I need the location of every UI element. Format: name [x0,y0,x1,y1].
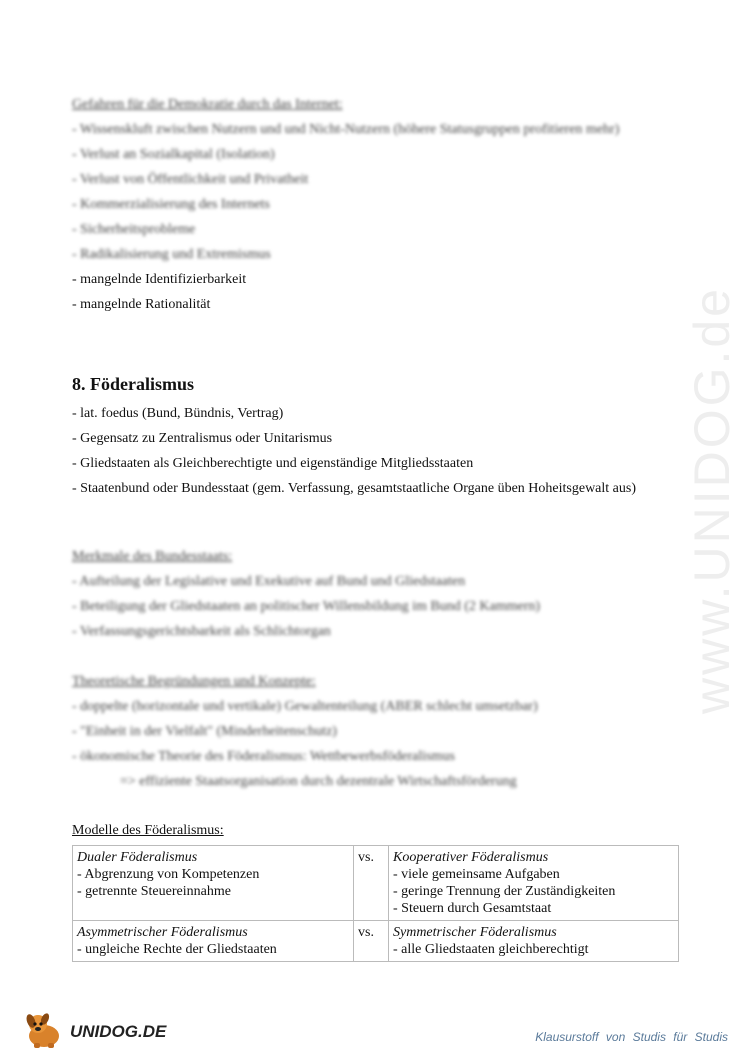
table-row [73,921,679,962]
vs-label: vs. [358,925,374,940]
list-item: - ökonomische Theorie des Föderalismus: Wettbewerbsföderalismus [72,749,455,764]
footer-text: Klausurstoff von Studis für Studis [535,1030,728,1044]
list-item: - Kommerzialisierung des Internets [72,197,270,212]
list-item: - Sicherheitsprobleme [72,222,196,237]
dangers-title: Gefahren für die Demokratie durch das Internet: [72,97,343,112]
model-title: Kooperativer Föderalismus [393,850,549,865]
model-item: - geringe Trennung der Zuständigkeiten [393,884,616,899]
list-item: - Verfassungsgerichtsbarkeit als Schlichtorgan [72,624,331,639]
list-item: - doppelte (horizontale und vertikale) Gewaltenteilung (ABER schlecht umsetzbar) [72,699,538,714]
model-item: - getrennte Steuereinnahme [77,884,231,899]
table-cell [354,921,389,962]
list-item: - Aufteilung der Legislative und Exekutive auf Bund und Gliedstaaten [72,574,466,589]
list-item: - mangelnde Rationalität [72,297,211,312]
logo-text: UNIDOG.DE [70,1022,167,1041]
list-item: => effiziente Staatsorganisation durch dezentrale Wirtschaftsförderung [120,774,517,789]
federalism-section [72,374,682,498]
features-title: Merkmale des Bundesstaats: [72,549,233,564]
features-section [72,544,682,644]
list-item: - Gegensatz zu Zentralismus oder Unitarismus [72,431,333,446]
models-title: Modelle des Föderalismus: [72,823,224,838]
list-item: - lat. foedus (Bund, Bündnis, Vertrag) [72,406,284,421]
watermark: www.UNIDOG.de [684,286,740,714]
table-cell [73,921,354,962]
list-item: - Staatenbund oder Bundesstaat (gem. Verfassung, gesamtstaatliche Organe üben Hoheitsgewalt aus) [72,481,636,496]
model-title: Asymmetrischer Föderalismus [77,925,248,940]
list-item: - mangelnde Identifizierbarkeit [72,272,247,287]
models-table [72,845,679,962]
model-title: Symmetrischer Föderalismus [393,925,557,940]
vs-label: vs. [358,850,374,865]
model-title: Dualer Föderalismus [77,850,198,865]
unidog-logo [22,1010,167,1050]
list-item: - Gliedstaaten als Gleichberechtigte und eigenständige Mitgliedsstaaten [72,456,474,471]
list-item: - Verlust von Öffentlichkeit und Privatheit [72,172,309,187]
models-section [72,818,682,843]
model-item: - Steuern durch Gesamtstaat [393,901,552,916]
dangers-section [72,92,682,317]
model-item: - ungleiche Rechte der Gliedstaaten [77,942,277,957]
list-item: - Verlust an Sozialkapital (Isolation) [72,147,275,162]
table-row [73,846,679,921]
table-cell [354,846,389,921]
list-item: - Beteiligung der Gliedstaaten an politischer Willensbildung im Bund (2 Kammern) [72,599,541,614]
table-cell [389,846,679,921]
theory-section [72,669,682,794]
model-item: - alle Gliedstaaten gleichberechtigt [393,942,589,957]
dog-icon [22,1010,68,1050]
list-item: - "Einheit in der Vielfalt" (Minderheitenschutz) [72,724,337,739]
list-item: - Radikalisierung und Extremismus [72,247,271,262]
model-item: - Abgrenzung von Kompetenzen [77,867,260,882]
model-item: - viele gemeinsame Aufgaben [393,867,560,882]
theory-title: Theoretische Begründungen und Konzepte: [72,674,316,689]
list-item: - Wissenskluft zwischen Nutzern und und Nicht-Nutzern (höhere Statusgruppen profitieren mehr) [72,122,620,137]
section-heading: 8. Föderalismus [72,374,195,394]
table-cell [73,846,354,921]
table-cell [389,921,679,962]
